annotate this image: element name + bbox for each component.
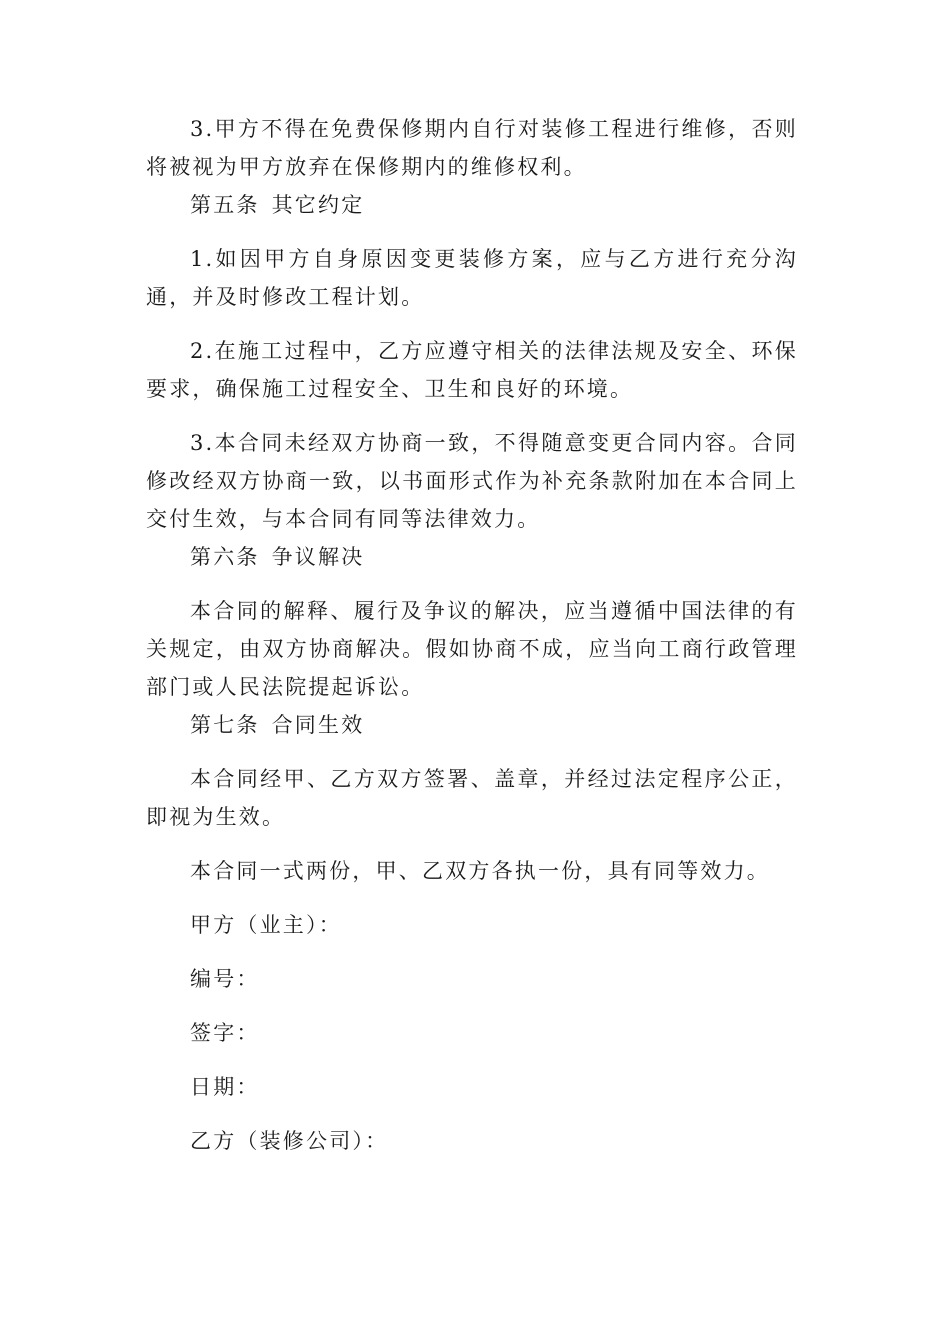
party-b-label: 乙方（装修公司）：: [190, 1129, 389, 1153]
article-6-number: 第六条: [190, 545, 260, 569]
article-7-heading: [146, 706, 798, 744]
article-5-title: 其它约定: [271, 193, 365, 217]
article-5-heading: [146, 186, 798, 224]
party-a-label: 甲方（业主）：: [190, 913, 342, 937]
article-5-number: 第五条: [190, 193, 260, 217]
clause-5-item-3: 3.本合同未经双方协商一致，不得随意变更合同内容。合同修改经双方协商一致，以书面形式作为补充条款附加在本合同上交付生效，与本合同有同等法律效力。: [146, 431, 798, 531]
clause-5-item-1: 1.如因甲方自身原因变更装修方案，应与乙方进行充分沟通，并及时修改工程计划。: [146, 247, 798, 309]
article-7-title: 合同生效: [271, 713, 365, 737]
number-label: 编号：: [190, 967, 260, 991]
date-label: 日期：: [190, 1075, 260, 1099]
article-7-number: 第七条: [190, 713, 260, 737]
clause-6-text: 本合同的解释、履行及争议的解决，应当遵循中国法律的有关规定，由双方协商解决。假如协商不成，应当向工商行政管理部门或人民法院提起诉讼。: [146, 599, 798, 699]
article-6-heading: [146, 538, 798, 576]
document-body: [146, 110, 798, 1160]
clause-5-item-2: 2.在施工过程中，乙方应遵守相关的法律法规及安全、环保要求，确保施工过程安全、卫生和良好的环境。: [146, 339, 798, 401]
signature-label: 签字：: [190, 1021, 260, 1045]
copies-statement: 本合同一式两份，甲、乙双方各执一份，具有同等效力。: [190, 859, 770, 883]
clause-4-item-3: 3.甲方不得在免费保修期内自行对装修工程进行维修，否则将被视为甲方放弃在保修期内的维修权利。: [146, 117, 798, 179]
clause-7-text: 本合同经甲、乙方双方签署、盖章，并经过法定程序公正，即视为生效。: [146, 767, 798, 829]
article-6-title: 争议解决: [271, 545, 365, 569]
